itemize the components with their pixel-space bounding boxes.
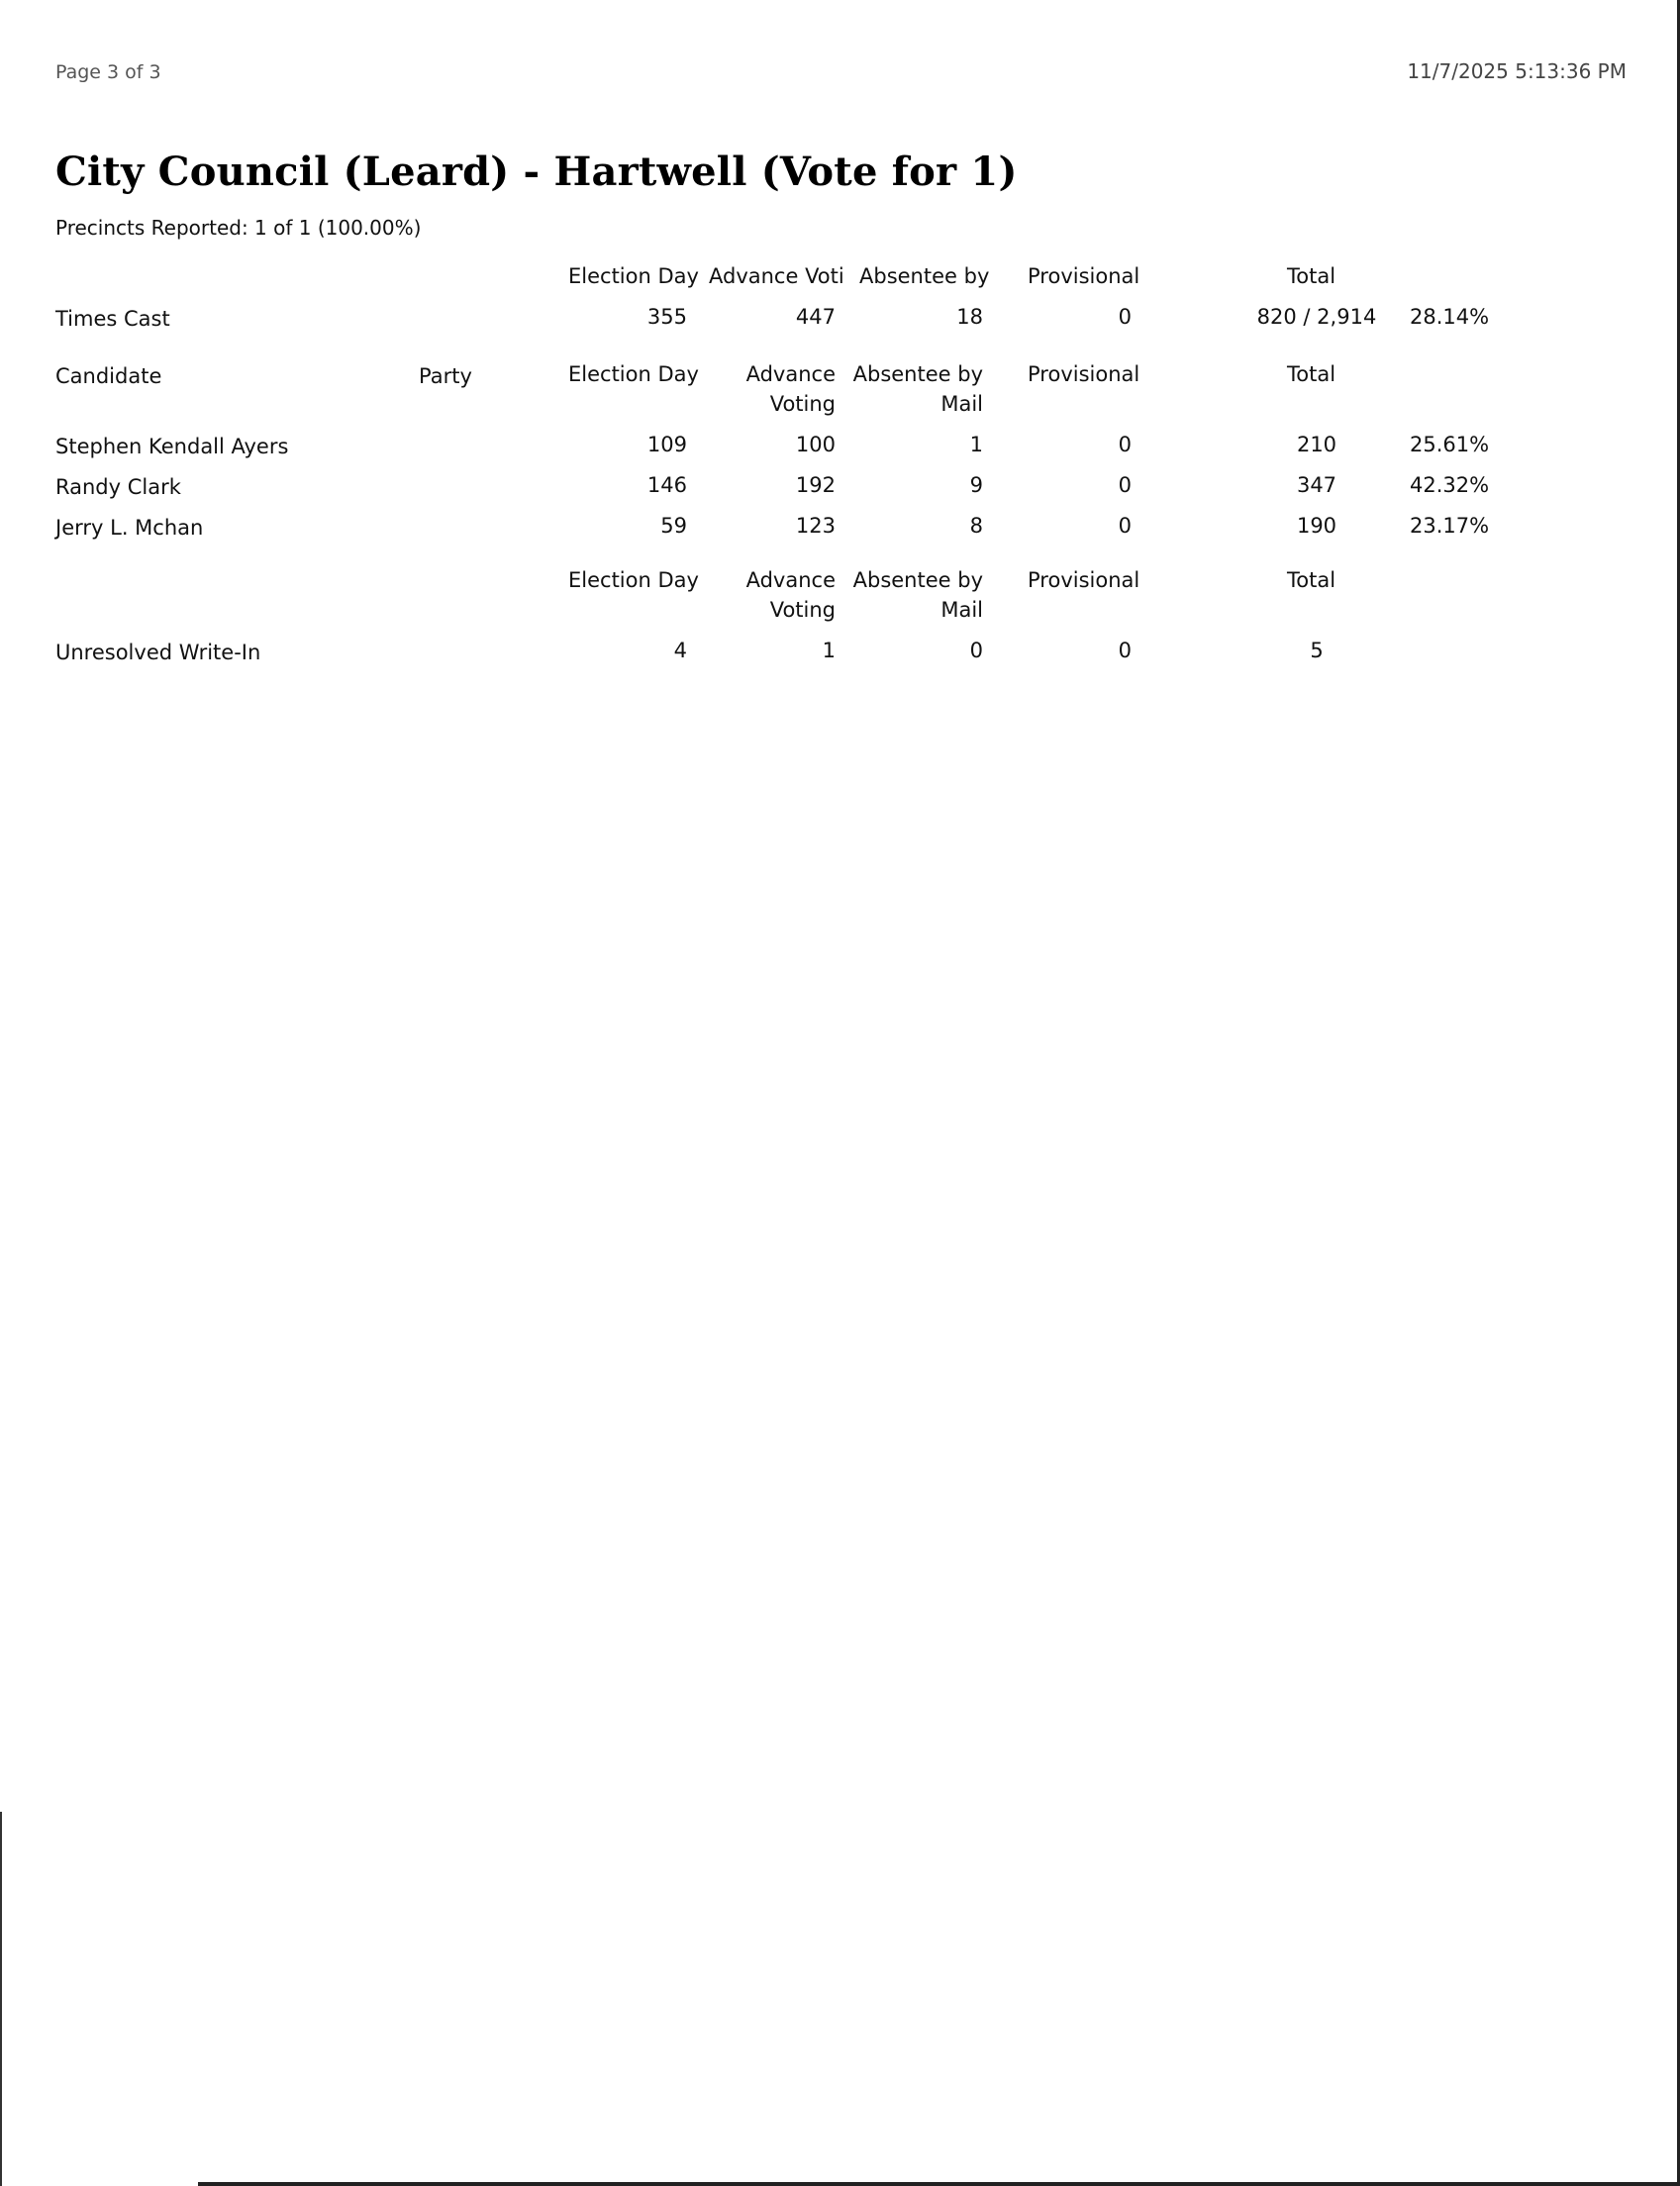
candidate-provisional: 0 (1118, 473, 1132, 497)
candidate-advance: 192 (795, 473, 836, 497)
header-voting: Voting (769, 392, 836, 416)
candidate-name: Jerry L. Mchan (55, 516, 204, 540)
candidate-absentee: 8 (969, 514, 983, 538)
write-in-advance: 1 (822, 639, 836, 662)
header-party: Party (419, 364, 472, 388)
precincts-reported: Precincts Reported: 1 of 1 (100.00%) (55, 216, 422, 240)
header-mail: Mail (940, 598, 983, 622)
times-cast-label: Times Cast (55, 307, 170, 331)
write-in-total: 5 (1310, 639, 1324, 662)
report-timestamp: 11/7/2025 5:13:36 PM (1407, 59, 1627, 83)
candidate-provisional: 0 (1118, 514, 1132, 538)
header-election-day: Election Day (568, 264, 699, 288)
header-candidate: Candidate (55, 364, 162, 388)
header-election-day: Election Day (568, 362, 699, 386)
candidate-name: Randy Clark (55, 475, 181, 499)
times-cast-percent: 28.14% (1410, 305, 1490, 329)
header-absentee: Absentee by (852, 568, 983, 592)
header-total: Total (1287, 264, 1336, 288)
candidate-election-day: 146 (646, 473, 687, 497)
candidate-total: 347 (1296, 473, 1337, 497)
candidate-percent: 23.17% (1410, 514, 1490, 538)
write-in-label: Unresolved Write-In (55, 641, 261, 664)
candidate-advance: 100 (795, 433, 836, 456)
header-advance: Advance (745, 568, 836, 592)
write-in-absentee: 0 (969, 639, 983, 662)
header-voting: Voting (769, 598, 836, 622)
times-cast-total: 820 / 2,914 (1256, 305, 1377, 329)
candidate-election-day: 109 (646, 433, 687, 456)
candidate-total: 210 (1296, 433, 1337, 456)
header-absentee: Absentee by (859, 264, 990, 288)
candidate-percent: 25.61% (1410, 433, 1490, 456)
candidate-election-day: 59 (660, 514, 687, 538)
page-bottom-edge (198, 2182, 1680, 2186)
header-advance: Advance (745, 362, 836, 386)
header-absentee: Absentee by (852, 362, 983, 386)
times-cast-absentee: 18 (956, 305, 983, 329)
header-total: Total (1287, 568, 1336, 592)
write-in-provisional: 0 (1118, 639, 1132, 662)
header-total: Total (1287, 362, 1336, 386)
candidate-name: Stephen Kendall Ayers (55, 435, 289, 458)
times-cast-advance: 447 (795, 305, 836, 329)
header-provisional: Provisional (1028, 264, 1140, 288)
times-cast-provisional: 0 (1118, 305, 1132, 329)
header-provisional: Provisional (1028, 568, 1140, 592)
candidate-advance: 123 (795, 514, 836, 538)
header-advance-voting: Advance Voti (709, 264, 844, 288)
header-election-day: Election Day (568, 568, 699, 592)
page-left-edge-mark (0, 1812, 2, 2186)
write-in-election-day: 4 (673, 639, 687, 662)
candidate-absentee: 9 (969, 473, 983, 497)
candidate-absentee: 1 (969, 433, 983, 456)
header-provisional: Provisional (1028, 362, 1140, 386)
candidate-total: 190 (1296, 514, 1337, 538)
contest-title: City Council (Leard) - Hartwell (Vote for 1) (55, 149, 1018, 195)
times-cast-election-day: 355 (646, 305, 687, 329)
candidate-provisional: 0 (1118, 433, 1132, 456)
header-mail: Mail (940, 392, 983, 416)
page-number: Page 3 of 3 (55, 61, 161, 83)
candidate-percent: 42.32% (1410, 473, 1490, 497)
